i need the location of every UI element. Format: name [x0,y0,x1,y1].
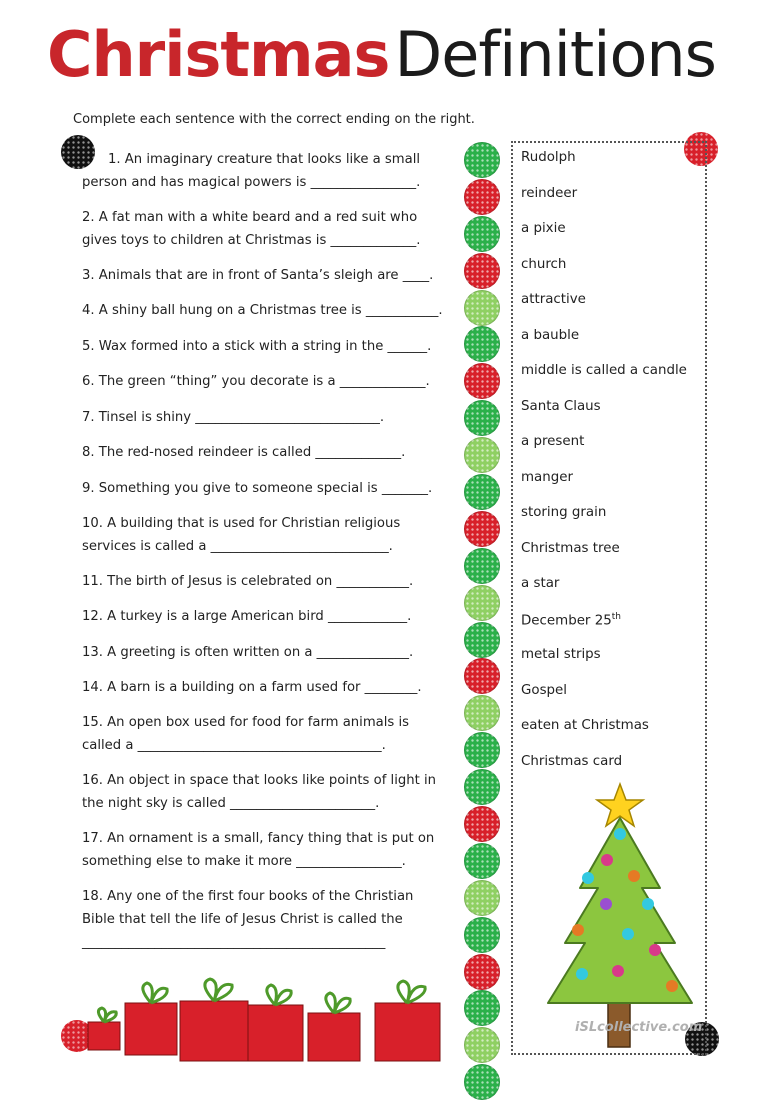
question-line: 12. A turkey is a large American bird ____________. [82,609,412,624]
title-christmas: Christmas [47,18,390,91]
answer-item [521,328,687,364]
question-line: ______________________________________________ [82,935,386,950]
light-green-dot-icon [464,880,500,916]
red-dot-icon [464,806,500,842]
question-2 [82,206,444,252]
answer-item [521,683,687,719]
answer-item [521,576,687,612]
green-dot-icon [464,548,500,584]
answer-item [521,292,687,328]
question-line: 10. A building that is used for Christian religious [82,516,401,531]
green-dot-icon [464,474,500,510]
question-line: gives toys to children at Christmas is _____________. [82,233,421,248]
answer-text: storing grain [521,505,607,520]
question-line: 18. Any one of the first four books of the Christian [82,889,414,904]
green-dot-icon [464,843,500,879]
question-line: 4. A shiny ball hung on a Christmas tree is ___________. [82,303,443,318]
answer-text: manger [521,469,573,485]
answer-item [521,718,687,754]
question-line: something else to make it more ________________. [82,854,406,869]
question-line: person and has magical powers is ________________. [82,175,421,190]
red-dot-icon [464,511,500,547]
question-line: 7. Tinsel is shiny ____________________________. [82,410,385,425]
question-16 [82,769,444,815]
question-5 [82,335,444,358]
title-definitions: Definitions [394,18,716,91]
red-dot-icon [464,179,500,215]
question-9 [82,477,444,500]
answer-item [521,612,687,648]
question-line: 8. The red-nosed reindeer is called _____________. [82,445,406,460]
question-line: Bible that tell the life of Jesus Christ is called the [82,912,403,927]
answer-text: attractive [521,292,586,307]
question-line: 13. A greeting is often written on a ______________. [82,645,414,660]
answer-text: Christmas tree [521,540,620,556]
answer-text: a bauble [521,327,580,343]
question-line: 17. An ornament is a small, fancy thing that is put on [82,831,435,846]
answer-item [521,505,687,541]
answer-text: December 25 [521,612,612,628]
answer-text: reindeer [521,185,578,201]
green-dot-icon [464,917,500,953]
question-line: called a _____________________________________. [82,738,386,753]
question-10 [82,512,444,558]
green-dot-icon [464,732,500,768]
presents-icon [70,975,450,1075]
question-12 [82,605,444,628]
answers-list [521,150,687,789]
answer-text: a pixie [521,221,566,236]
answer-text: church [521,256,567,272]
question-14 [82,676,444,699]
answer-item [521,399,687,435]
answer-text: Gospel [521,682,568,698]
question-line: 9. Something you give to someone special is _______. [82,481,433,496]
watermark: iSLcollective.com [575,1020,703,1035]
question-7 [82,406,444,429]
dots-column [464,142,502,1101]
answer-text: Christmas card [521,753,623,769]
green-dot-icon [464,216,500,252]
light-green-dot-icon [464,585,500,621]
green-dot-icon [464,400,500,436]
answer-text: Santa Claus [521,398,601,414]
question-4 [82,299,444,322]
green-dot-icon [464,1064,500,1100]
question-8 [82,441,444,464]
answer-item [521,257,687,293]
answer-text: a star [521,576,560,591]
question-line: 11. The birth of Jesus is celebrated on ___________. [82,574,414,589]
answer-superscript: th [611,611,621,622]
question-11 [82,570,444,593]
answer-text: Rudolph [521,150,576,165]
question-6 [82,370,444,393]
question-15 [82,711,444,757]
question-1 [82,148,470,194]
answer-item [521,470,687,506]
answer-text: eaten at Christmas [521,718,649,733]
answer-item [521,363,687,399]
instructions: Complete each sentence with the correct ending on the right. [73,112,475,127]
question-line: 6. The green “thing” you decorate is a _____________. [82,374,430,389]
answer-item [521,434,687,470]
answer-text: a present [521,434,585,449]
red-dot-icon [464,363,500,399]
green-dot-icon [464,326,500,362]
question-line: 16. An object in space that looks like points of light in [82,773,436,788]
question-line: 14. A barn is a building on a farm used for ________. [82,680,422,695]
answer-item [521,221,687,257]
page-title [0,18,763,91]
light-green-dot-icon [464,1027,500,1063]
question-line: 15. An open box used for food for farm animals is [82,715,410,730]
question-13 [82,641,444,664]
light-green-dot-icon [464,695,500,731]
answer-item [521,150,687,186]
answer-text: middle is called a candle [521,363,687,378]
red-dot-icon [464,658,500,694]
question-line: 5. Wax formed into a stick with a string in the ______. [82,339,432,354]
answer-item [521,647,687,683]
question-line: 3. Animals that are in front of Santa’s sleigh are ____. [82,268,434,283]
red-dot-icon [464,253,500,289]
answer-text: metal strips [521,647,601,662]
question-line: 2. A fat man with a white beard and a red suit who [82,210,418,225]
light-green-dot-icon [464,290,500,326]
christmas-tree-icon [540,778,703,1048]
green-dot-icon [464,142,500,178]
red-dot-icon [464,954,500,990]
question-line: 1. An imaginary creature that looks like a small [108,152,421,167]
question-line: services is called a ___________________________. [82,539,393,554]
question-line: the night sky is called ______________________. [82,796,380,811]
answer-item [521,541,687,577]
question-3 [82,264,444,287]
answer-item [521,186,687,222]
question-18 [82,885,444,954]
question-17 [82,827,444,873]
green-dot-icon [464,990,500,1026]
green-dot-icon [464,622,500,658]
light-green-dot-icon [464,437,500,473]
green-dot-icon [464,769,500,805]
